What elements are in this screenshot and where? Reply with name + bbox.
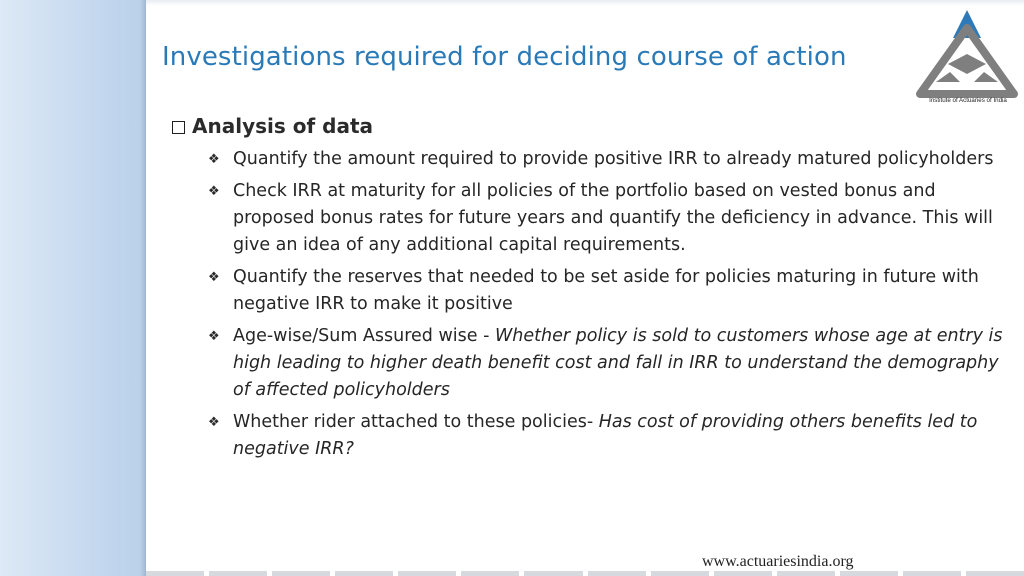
iai-logo-icon xyxy=(914,8,1020,108)
bottom-decorative-bar xyxy=(146,571,1024,576)
footer-website-link[interactable]: www.actuariesindia.org xyxy=(702,553,854,570)
checkbox-bullet-icon xyxy=(172,121,185,134)
list-item-text: Quantify the reserves that needed to be set aside for policies maturing in future with negative IRR to make it positive xyxy=(233,267,979,314)
slide-content xyxy=(172,114,1012,468)
list-item xyxy=(208,323,1012,404)
list-item-text: Check IRR at maturity for all policies of the portfolio based on vested bonus and proposed bonus rates for future years and quantify the deficiency in advance. This will give an idea of any additional capital requirements. xyxy=(233,181,993,255)
diamond-bullet-icon: ❖ xyxy=(208,270,220,285)
top-divider xyxy=(146,0,1024,6)
diamond-bullet-icon: ❖ xyxy=(208,415,220,430)
diamond-bullet-icon: ❖ xyxy=(208,184,220,199)
logo-caption: Institute of Actuaries of India xyxy=(929,97,1007,104)
list-item-text: Quantify the amount required to provide positive IRR to already matured policyholders xyxy=(233,149,994,169)
list-item-text: Whether rider attached to these policies- Has cost of providing others benefits led to negative IRR? xyxy=(233,412,978,459)
list-item xyxy=(208,178,1012,259)
list-item xyxy=(208,409,1012,463)
section-heading-text: Analysis of data xyxy=(192,114,374,138)
list-item xyxy=(208,264,1012,318)
list-item-text: Age-wise/Sum Assured wise - Whether policy is sold to customers whose age at entry is high leading to higher death benefit cost and fall in IRR to understand the demography of affected policyholders xyxy=(233,326,1003,400)
diamond-bullet-icon: ❖ xyxy=(208,329,220,344)
diamond-bullet-icon: ❖ xyxy=(208,152,220,167)
section-heading xyxy=(172,114,1012,138)
slide-title: Investigations required for deciding course of action xyxy=(162,42,847,72)
list-item xyxy=(208,146,1012,173)
left-decorative-band xyxy=(0,0,146,576)
